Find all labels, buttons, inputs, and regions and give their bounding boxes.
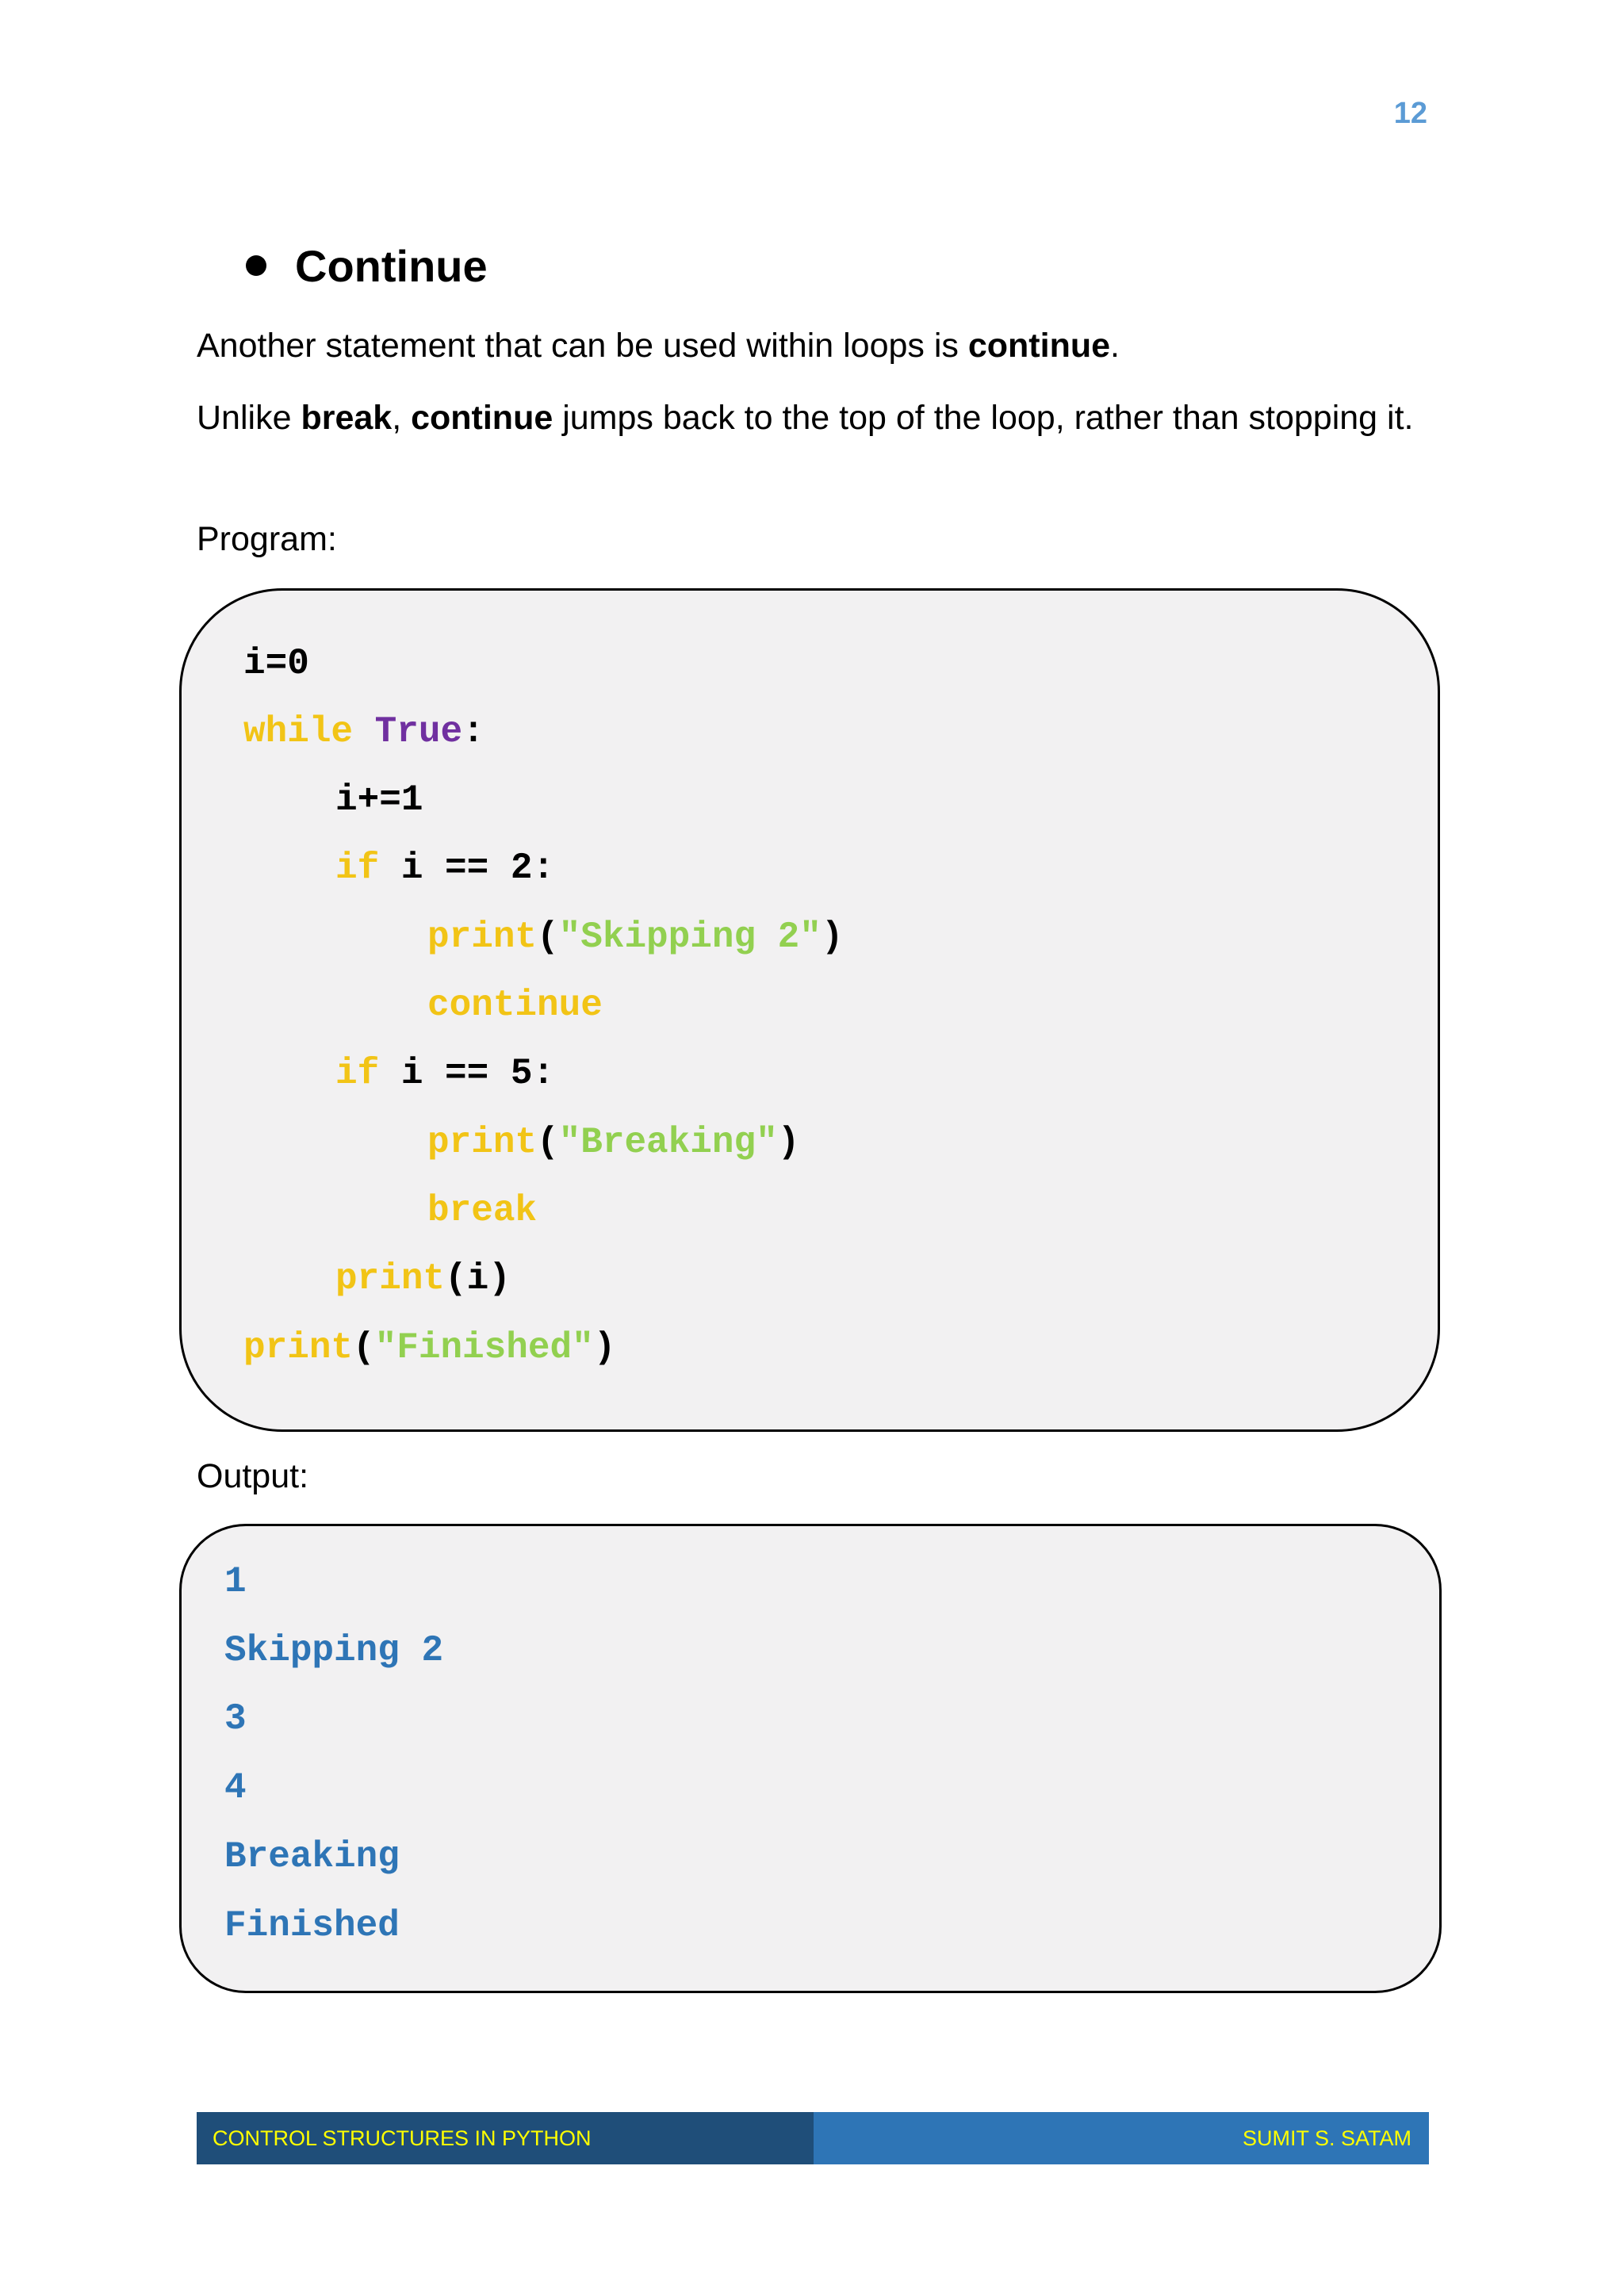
code-line-8-close: ): [777, 1122, 800, 1163]
paragraph-intro-keyword: continue: [967, 327, 1111, 365]
paragraph-compare: [197, 393, 1434, 442]
code-string-breaking: "Breaking": [558, 1122, 778, 1163]
code-line-1: [243, 640, 309, 687]
footer-author: SUMIT S. SATAM: [814, 2112, 1429, 2164]
program-code-box: [179, 588, 1440, 1432]
footer-title: CONTROL STRUCTURES IN PYTHON: [197, 2112, 814, 2164]
code-keyword-if: if: [335, 848, 380, 889]
bullet-icon: [246, 255, 266, 276]
code-line-2-colon: :: [462, 711, 485, 752]
code-line-7-condition: i == 5:: [379, 1053, 555, 1094]
output-line-2: Skipping 2: [224, 1630, 444, 1671]
code-boolean-true: True: [374, 711, 463, 752]
paragraph-intro: [197, 321, 1434, 370]
paragraph-compare-comma: ,: [392, 399, 412, 437]
paragraph-compare-break: break: [301, 399, 393, 437]
code-keyword-break: break: [427, 1190, 538, 1231]
output-line-4: 4: [224, 1767, 247, 1808]
code-keyword-if-2: if: [335, 1053, 380, 1094]
output-line-6: Finished: [224, 1905, 400, 1946]
code-keyword-continue: continue: [427, 985, 603, 1026]
code-line-8: [427, 1119, 799, 1166]
code-keyword-while: while: [243, 711, 354, 752]
code-line-1-text: i=0: [243, 643, 309, 684]
section-heading: [246, 238, 488, 293]
code-line-7: [335, 1050, 554, 1097]
paragraph-compare-start: Unlike: [197, 399, 301, 437]
code-line-5-close: ): [821, 916, 844, 958]
section-heading-text: Continue: [295, 240, 488, 291]
code-line-11: [243, 1324, 615, 1372]
output-label: Output:: [197, 1457, 309, 1495]
paragraph-compare-continue: continue: [411, 399, 553, 437]
code-function-print-2: print: [427, 1122, 538, 1163]
code-line-10: [335, 1255, 511, 1303]
code-line-5: [427, 913, 844, 961]
page-footer: [197, 2112, 1429, 2164]
output-box: [179, 1524, 1442, 1993]
code-line-11-open: (: [353, 1327, 375, 1368]
code-line-5-open: (: [537, 916, 559, 958]
output-line-1: 1: [224, 1561, 247, 1602]
code-line-3-text: i+=1: [335, 779, 423, 821]
program-label: Program:: [197, 520, 337, 558]
code-line-4-condition: i == 2:: [379, 848, 555, 889]
code-string-finished: "Finished": [374, 1327, 594, 1368]
code-line-8-open: (: [537, 1122, 559, 1163]
page-number: 12: [1393, 97, 1427, 130]
code-line-10-args: (i): [445, 1258, 511, 1299]
code-line-3: [335, 776, 423, 824]
code-function-print-3: print: [335, 1258, 446, 1299]
code-line-6: [427, 982, 603, 1029]
output-line-3: 3: [224, 1698, 247, 1739]
code-function-print-4: print: [243, 1327, 354, 1368]
code-function-print: print: [427, 916, 538, 958]
code-line-11-close: ): [593, 1327, 616, 1368]
output-line-5: Breaking: [224, 1836, 400, 1877]
paragraph-compare-rest: jumps back to the top of the loop, rather than stopping it.: [553, 399, 1414, 437]
paragraph-intro-text: Another statement that can be used within loops is: [197, 327, 968, 365]
code-line-9: [427, 1187, 537, 1234]
code-line-2: [243, 708, 485, 756]
paragraph-intro-end: .: [1110, 327, 1120, 365]
code-string-skipping: "Skipping 2": [558, 916, 822, 958]
code-line-4: [335, 844, 554, 892]
